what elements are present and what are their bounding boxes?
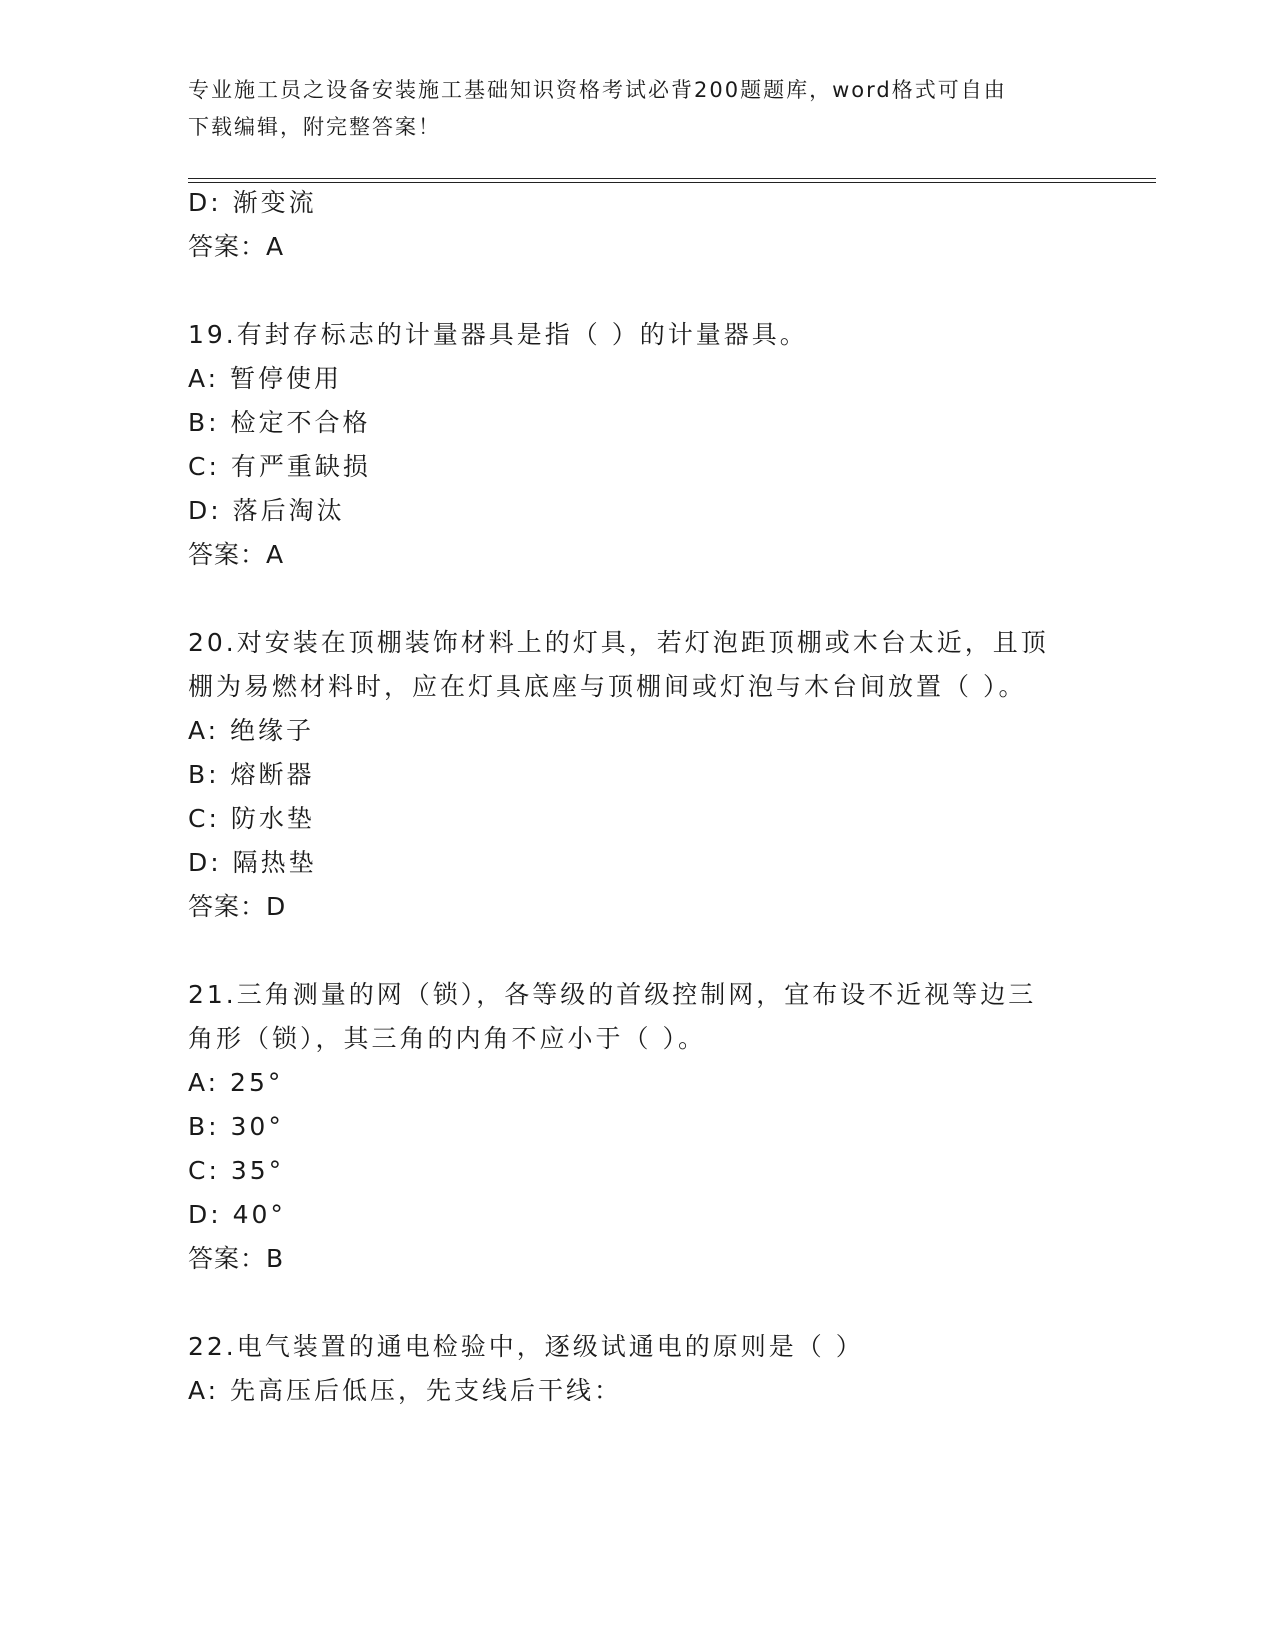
q19-answer: 答案：A	[188, 540, 285, 569]
q21-question-line-1: 21.三角测量的网（锁），各等级的首级控制网，宜布设不近视等边三	[188, 980, 1037, 1009]
q19-option-c: C: 有严重缺损	[188, 452, 371, 481]
document-header	[188, 72, 1088, 146]
q20-option-d: D: 隔热垫	[188, 848, 317, 877]
prev-option-d: D: 渐变流	[188, 188, 317, 217]
q20-answer: 答案：D	[188, 892, 287, 921]
q22-question: 22.电气装置的通电检验中，逐级试通电的原则是（ ）	[188, 1332, 864, 1361]
header-line-1: 专业施工员之设备安装施工基础知识资格考试必背200题题库，word格式可自由	[188, 78, 1007, 102]
q19-question: 19.有封存标志的计量器具是指（ ）的计量器具。	[188, 320, 808, 349]
header-double-rule	[188, 178, 1156, 183]
q20-question-line-2: 棚为易燃材料时，应在灯具底座与顶棚间或灯泡与木台间放置（ ）。	[188, 672, 1027, 701]
header-line-2: 下载编辑，附完整答案！	[188, 115, 441, 139]
q21-option-d: D: 40°	[188, 1200, 286, 1229]
q20-option-c: C: 防水垫	[188, 804, 315, 833]
q20-option-a: A: 绝缘子	[188, 716, 315, 745]
q22-option-a: A: 先高压后低压，先支线后干线：	[188, 1376, 623, 1405]
q19-option-b: B: 检定不合格	[188, 408, 371, 437]
q20-option-b: B: 熔断器	[188, 760, 315, 789]
q21-option-a: A: 25°	[188, 1068, 284, 1097]
q21-option-b: B: 30°	[188, 1112, 284, 1141]
q19-option-d: D: 落后淘汰	[188, 496, 345, 525]
q20-question-line-1: 20.对安装在顶棚装饰材料上的灯具，若灯泡距顶棚或木台太近，且顶	[188, 628, 1049, 657]
q21-answer: 答案：B	[188, 1244, 285, 1273]
q21-question-line-2: 角形（锁），其三角的内角不应小于（ ）。	[188, 1024, 706, 1053]
prev-answer: 答案：A	[188, 232, 285, 261]
q21-option-c: C: 35°	[188, 1156, 285, 1185]
q19-option-a: A: 暂停使用	[188, 364, 343, 393]
